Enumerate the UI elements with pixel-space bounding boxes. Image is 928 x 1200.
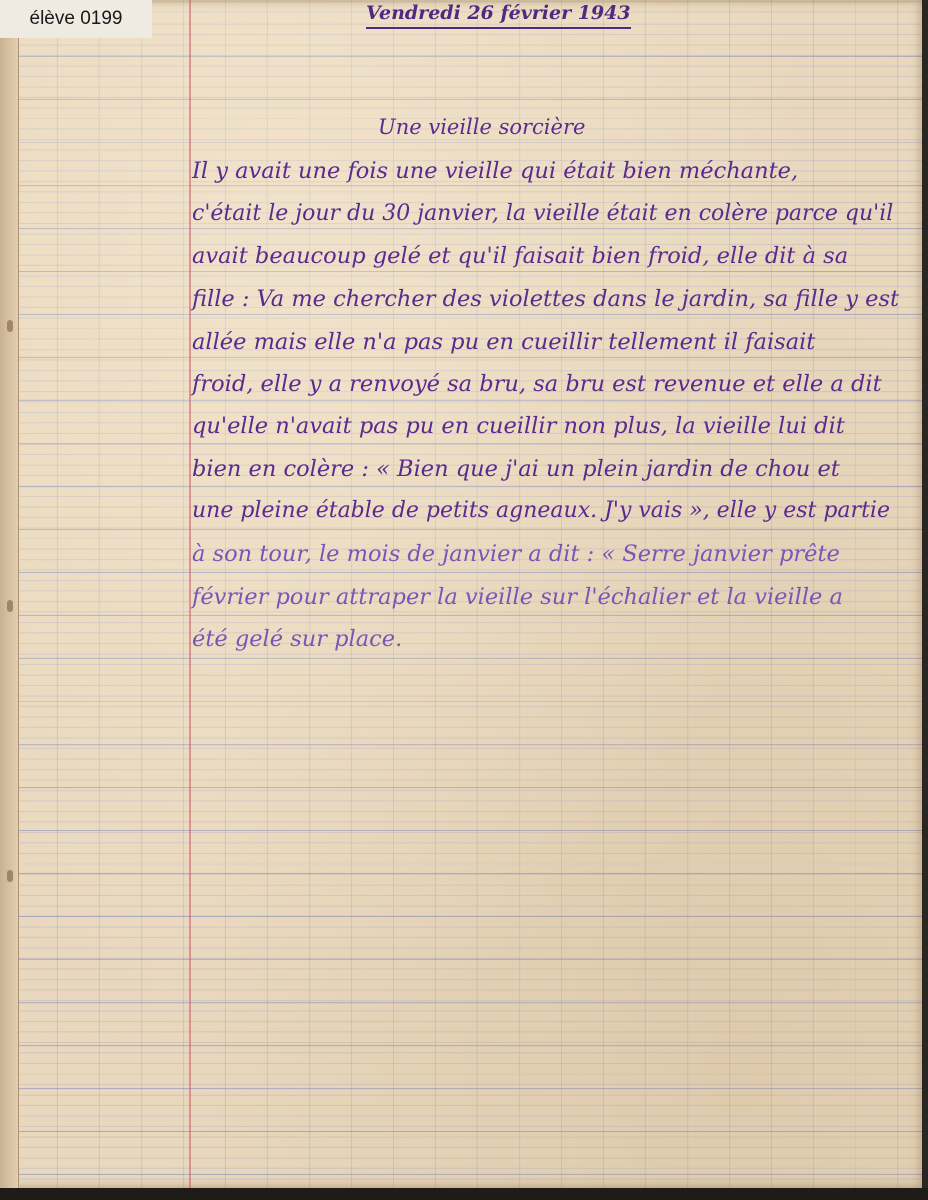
text-line: été gelé sur place. [192, 626, 403, 652]
essay-title: Une vieille sorcière [378, 115, 586, 139]
text-line: une pleine étable de petits agneaux. J'y vais », elle y est partie [192, 498, 890, 523]
student-label: élève 0199 [0, 0, 152, 38]
scan-edge [0, 1188, 928, 1200]
text-line: bien en colère : « Bien que j'ai un plein jardin de chou et [192, 456, 840, 482]
margin-line [189, 0, 191, 1188]
binding-stitch [7, 320, 13, 332]
binding-stitch [7, 870, 13, 882]
text-line: qu'elle n'avait pas pu en cueillir non plus, la vieille lui dit [192, 413, 845, 439]
text-line: Il y avait une fois une vieille qui était bien méchante, [192, 158, 799, 184]
text-line: à son tour, le mois de janvier a dit : « Serre janvier prête [192, 541, 840, 567]
text-line: fille : Va me chercher des violettes dans le jardin, sa fille y est [192, 286, 900, 312]
text-line: c'était le jour du 30 janvier, la vieille était en colère parce qu'il [192, 201, 894, 226]
binding-stitch [7, 600, 13, 612]
text-line: février pour attraper la vieille sur l'échalier et la vieille a [192, 584, 843, 610]
text-line: allée mais elle n'a pas pu en cueillir tellement il faisait [192, 329, 816, 355]
text-line: avait beaucoup gelé et qu'il faisait bien froid, elle dit à sa [192, 243, 849, 269]
notebook-binding [0, 0, 19, 1188]
text-line: froid, elle y a renvoyé sa bru, sa bru est revenue et elle a dit [192, 371, 882, 397]
page-date: Vendredi 26 février 1943 [366, 0, 631, 29]
